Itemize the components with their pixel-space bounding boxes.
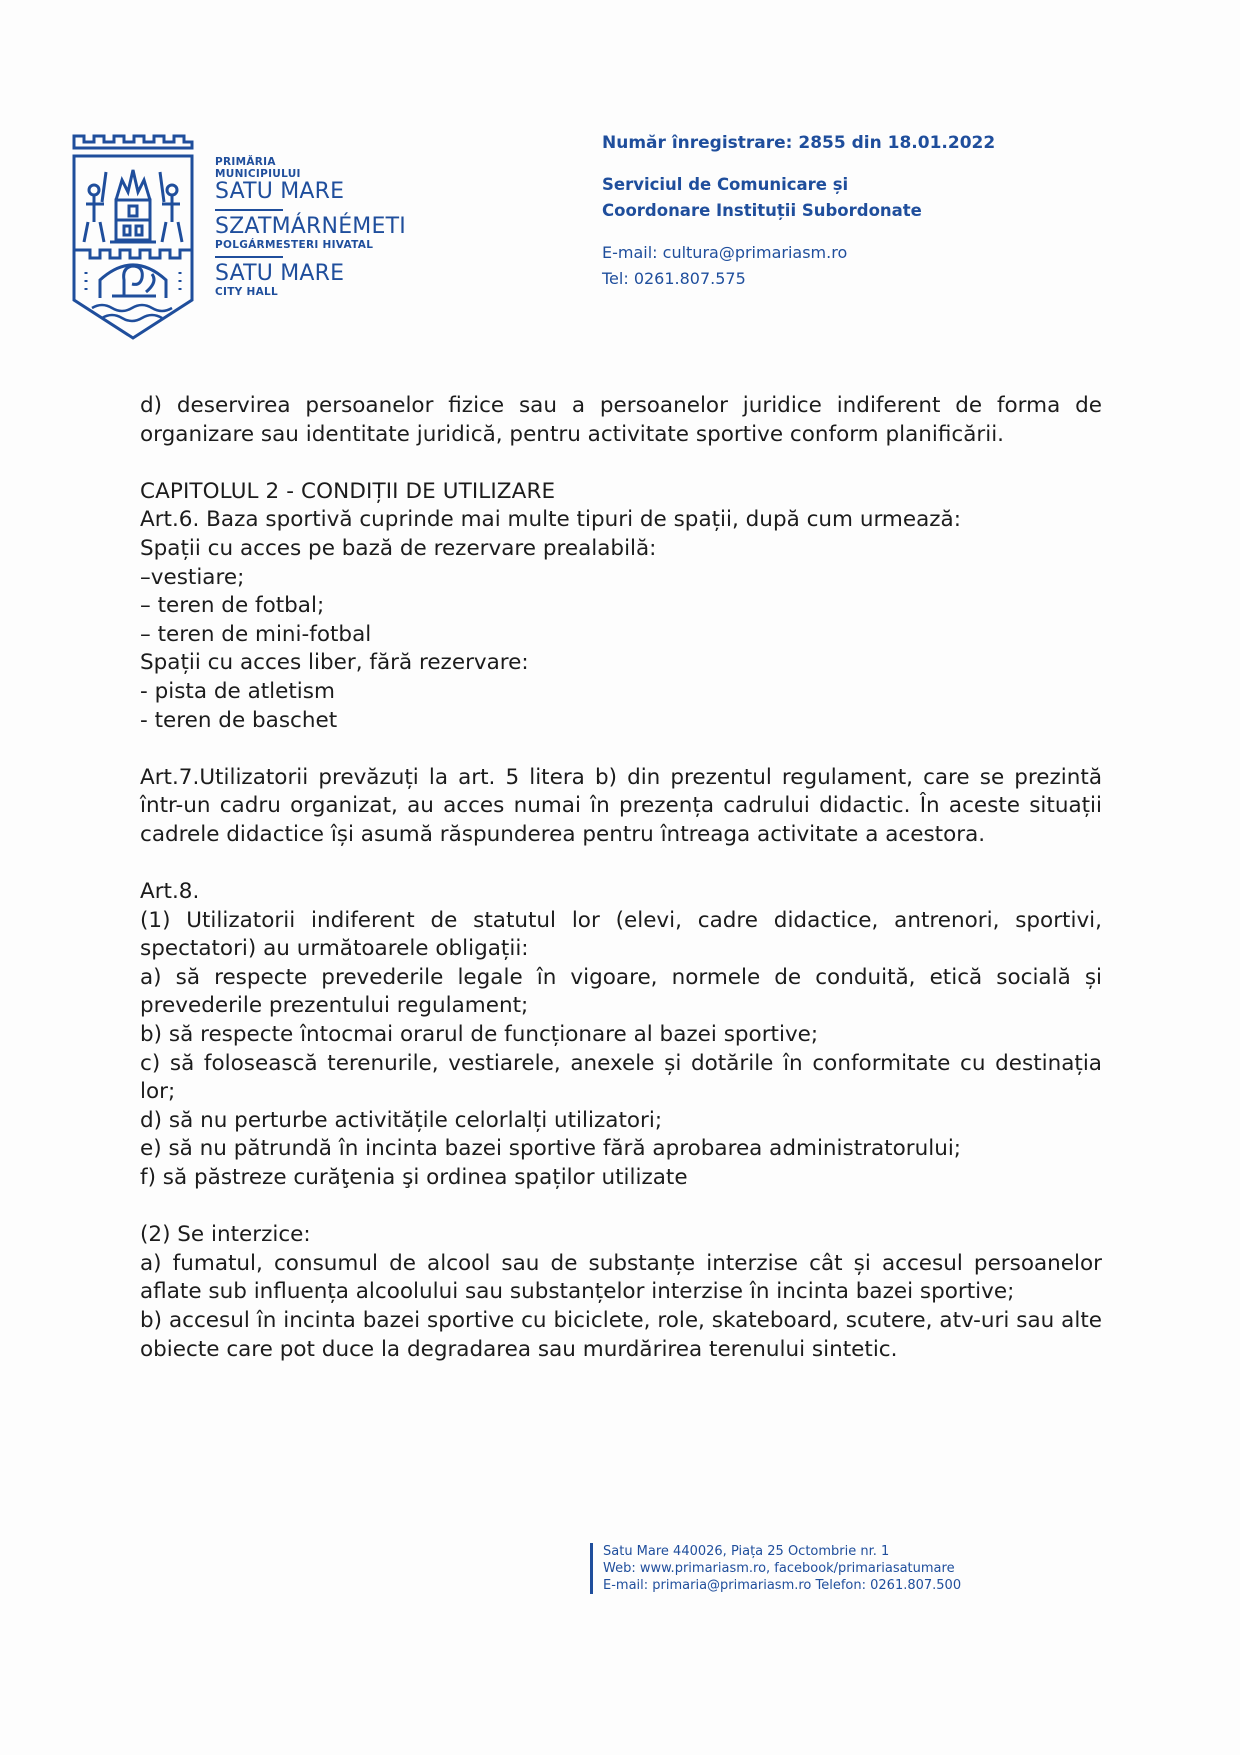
art8-p1-intro: (1) Utilizatorii indiferent de statutul lor (elevi, cadre didactice, antrenori, sportivi, spectatori) au următoarele obligații: <box>140 907 1102 962</box>
paragraph-d: d) deservirea persoanelor fizice sau a persoanelor juridice indiferent de forma de organizare sau identitate juridică, pentru activitate sportive conform planificării. <box>140 393 1102 447</box>
brand-city-en: SATU MARE <box>215 261 345 286</box>
brand-line1: PRIMĂRIA <box>215 156 276 168</box>
list-item: b) să respecte întocmai orarul de funcționare al bazei sportive; <box>140 1022 819 1048</box>
registration-block <box>602 132 995 292</box>
footer-address: Satu Mare 440026, Piața 25 Octombrie nr. 1 <box>603 1544 890 1559</box>
art6-reserved-heading: Spații cu acces pe bază de rezervare prealabilă: <box>140 535 657 561</box>
list-item: – teren de mini-fotbal <box>140 621 372 647</box>
footer-contact <box>590 1543 961 1594</box>
art8-p2-intro: (2) Se interzice: <box>140 1222 311 1248</box>
registration-number: Număr înregistrare: 2855 din 18.01.2022 <box>602 133 996 153</box>
document-body <box>140 392 1102 1364</box>
list-item: –vestiare; <box>140 564 245 590</box>
brand-line2: MUNICIPIULUI <box>215 168 301 180</box>
art6-free-heading: Spații cu acces liber, fără rezervare: <box>140 650 529 676</box>
list-item: a) fumatul, consumul de alcool sau de substanțe interzise cât și accesul persoanelor aflate sub influența alcoolului sau substanțelor interzise în incinta bazei sportive; <box>140 1250 1102 1305</box>
list-item: f) să păstreze curăţenia şi ordinea spaților utilizate <box>140 1165 688 1191</box>
brand-city-ro: SATU MARE <box>215 179 345 204</box>
art6-intro: Art.6. Baza sportivă cuprinde mai multe tipuri de spații, după cum urmează: <box>140 507 961 533</box>
department-phone: Tel: 0261.807.575 <box>602 269 746 288</box>
footer-email-phone: E-mail: primaria@primariasm.ro Telefon: 0261.807.500 <box>603 1578 962 1593</box>
brand-office-hu: POLGÁRMESTERI HIVATAL <box>215 239 374 251</box>
department-email: E-mail: cultura@primariasm.ro <box>602 243 848 262</box>
list-item: - teren de baschet <box>140 707 338 733</box>
department-contact <box>602 240 995 292</box>
list-item: – teren de fotbal; <box>140 593 325 619</box>
coat-of-arms-logo-icon <box>72 132 194 342</box>
brand-city-hu: SZATMÁRNÉMETI <box>215 214 406 239</box>
list-item: c) să folosească terenurile, vestiarele, anexele și dotările în conformitate cu destinația lor; <box>140 1050 1102 1105</box>
brand-divider <box>215 256 283 258</box>
brand-office-en: CITY HALL <box>215 286 279 298</box>
institution-brand <box>215 156 406 298</box>
department-line1: Serviciul de Comunicare și <box>602 175 849 194</box>
art7-paragraph: Art.7.Utilizatorii prevăzuți la art. 5 litera b) din prezentul regulament, care se prezintă într-un cadru organizat, au acces numai în prezența cadrului didactic. În aceste situații cadrele didactice își asumă răspunderea pentru întreaga activitate a acestora. <box>140 764 1102 847</box>
brand-divider <box>215 209 283 211</box>
list-item: a) să respecte prevederile legale în vigoare, normele de conduită, etică socială și prevederile prezentului regulament; <box>140 964 1102 1019</box>
art8-title: Art.8. <box>140 879 200 905</box>
list-item: d) să nu perturbe activitățile celorlalți utilizatori; <box>140 1107 663 1133</box>
department-line2: Coordonare Instituții Subordonate <box>602 201 922 220</box>
footer-web: Web: www.primariasm.ro, facebook/primariasatumare <box>603 1561 955 1576</box>
list-item: - pista de atletism <box>140 678 335 704</box>
chapter-heading: CAPITOLUL 2 - CONDIȚII DE UTILIZARE <box>140 478 556 504</box>
department-name <box>602 172 995 224</box>
list-item: e) să nu pătrundă în incinta bazei sportive fără aprobarea administratorului; <box>140 1136 962 1162</box>
list-item: b) accesul în incinta bazei sportive cu biciclete, role, skateboard, scutere, atv-uri sau alte obiecte care pot duce la degradarea sau murdărirea terenului sintetic. <box>140 1308 1102 1362</box>
